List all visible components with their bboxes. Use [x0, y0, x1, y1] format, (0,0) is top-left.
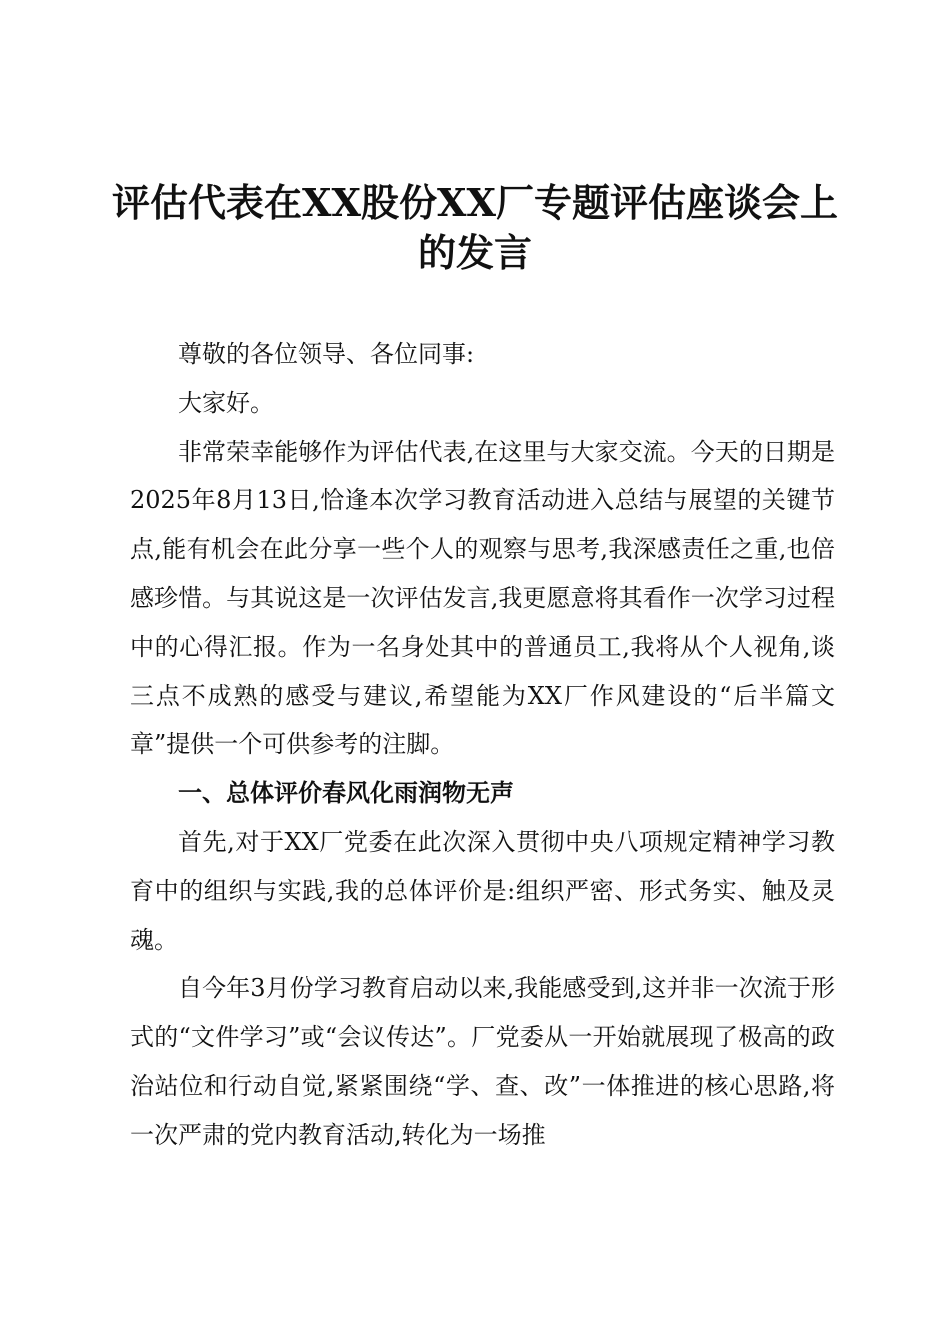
document-title: 评估代表在XX股份XX厂专题评估座谈会上的发言	[112, 180, 838, 275]
document-body	[130, 330, 835, 1160]
section-heading: 一、总体评价春风化雨润物无声	[178, 779, 514, 808]
section-paragraph: 首先,对于XX厂党委在此次深入贯彻中央八项规定精神学习教育中的组织与实践,我的总体评价是:组织严密、形式务实、触及灵魂。	[130, 827, 835, 954]
salutation-paragraph: 尊敬的各位领导、各位同事:	[178, 340, 475, 368]
greeting-paragraph: 大家好。	[178, 388, 274, 417]
intro-paragraph: 非常荣幸能够作为评估代表,在这里与大家交流。今天的日期是2025年8月13日,恰逢本次学习教育活动进入总结与展望的关键节点,能有机会在此分享一些个人的观察与思考,我深感责任之重,也倍感珍惜。与其说这是一次评估发言,我更愿意将其看作一次学习过程中的心得汇报。作为一名身处其中的普通员工,我将从个人视角,谈三点不成熟的感受与建议,希望能为XX厂作风建设的“后半篇文章”提供一个可供参考的注脚。	[130, 437, 835, 759]
section-paragraph: 自今年3月份学习教育启动以来,我能感受到,这并非一次流于形式的“文件学习”或“会议传达”。厂党委从一开始就展现了极高的政治站位和行动自觉,紧紧围绕“学、查、改”一体推进的核心思路,将一次严肃的党内教育活动,转化为一场推	[130, 974, 835, 1149]
